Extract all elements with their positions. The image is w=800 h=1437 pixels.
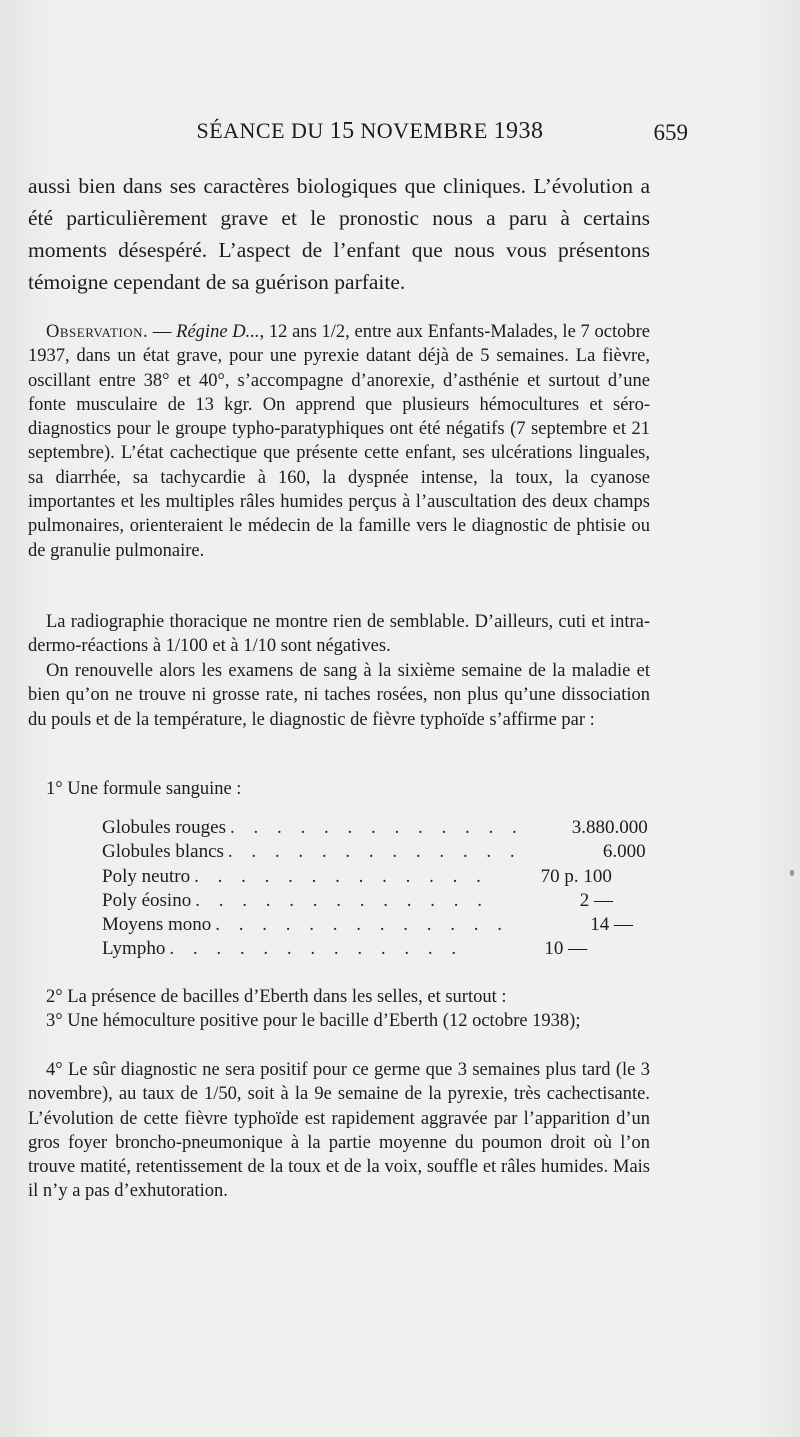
running-header <box>170 118 570 145</box>
item-1-paragraph <box>28 777 650 801</box>
dot-leader: . . . . . . . . . . . . . <box>215 914 509 936</box>
paper-speck <box>790 870 794 876</box>
intro-text: aussi bien dans ses caractères biologiques que cliniques. L’évolution a été particulièrement grave et le pronostic nous a paru à certains moments désespéré. L’aspect de l’enfant que nous vous présentons témoigne cependant de sa guérison parfaite. <box>28 174 650 294</box>
table-row <box>102 865 612 889</box>
table-row <box>102 840 646 864</box>
dot-leader: . . . . . . . . . . . . . <box>169 938 464 960</box>
dot-leader: . . . . . . . . . . . . . <box>195 889 489 911</box>
blood-value: 3.880.000 <box>571 817 648 838</box>
blood-value: 70 p. 100 <box>540 865 612 887</box>
radiography-paragraph <box>28 610 650 659</box>
blood-value: 6.000 <box>602 841 646 863</box>
dot-leader: . . . . . . . . . . . . . <box>230 817 524 838</box>
dot-leader: . . . . . . . . . . . . . <box>227 841 522 863</box>
table-row <box>102 816 648 840</box>
exams-text: On renouvelle alors les examens de sang à la sixième semaine de la maladie et bien qu’on ne trouve ni grosse rate, ni taches rosées, non plus qu’une dissociation du pouls et de la température, le diagnostic de fièvre typhoïde s’affirme par : <box>28 661 650 730</box>
item-2-text: 2° La présence de bacilles d’Eberth dans les selles, et surtout : <box>46 987 507 1007</box>
observation-label: Observation. <box>46 322 149 342</box>
patient-name: Régine D... <box>176 322 260 342</box>
blood-value: 10 — <box>544 938 588 960</box>
blood-value: 2 — <box>579 889 613 911</box>
blood-label: Lympho <box>102 938 166 960</box>
observation-dash: — <box>148 322 177 342</box>
header-day: 15 <box>329 118 355 144</box>
blood-formula-table <box>102 816 648 962</box>
page-number: 659 <box>653 120 688 145</box>
table-row <box>102 937 588 961</box>
blood-label: Poly éosino <box>102 889 192 911</box>
blood-label: Globules blancs <box>102 841 224 863</box>
blood-label: Globules rouges <box>102 817 227 838</box>
item-2-paragraph <box>28 985 650 1009</box>
dot-leader: . . . . . . . . . . . . . <box>194 865 488 887</box>
item-1-text: 1° Une formule sanguine : <box>46 779 242 799</box>
blood-label: Poly neutro <box>102 865 191 887</box>
table-row <box>102 889 613 913</box>
blood-value: 14 — <box>590 914 633 936</box>
radiography-text: La radiographie thoracique ne montre rien de semblable. D’ailleurs, cuti et intra-dermo-réactions à 1/100 et à 1/10 sont négatives. <box>28 612 650 657</box>
table-row <box>102 913 633 937</box>
header-month: NOVEMBRE <box>360 118 488 143</box>
blood-label: Moyens mono <box>102 914 212 936</box>
item-3-paragraph <box>28 1009 650 1033</box>
header-session-label: SÉANCE DU <box>196 118 324 143</box>
item-4-text: 4° Le sûr diagnostic ne sera positif pour ce germe que 3 semaines plus tard (le 3 novembre), au taux de 1/50, soit à la 9e semaine de la pyrexie, très cachectisante. L’évolution de cette fièvre typhoïde est rapidement aggravée par l’apparition d’un gros foyer broncho-pneumonique à la partie moyenne du poumon droit où l’on trouve matité, retentissement de la toux et de la voix, souffle et râles humides. Mais il n’y a pas d’exhutoration. <box>28 1060 650 1202</box>
observation-text: , 12 ans 1/2, entre aux Enfants-Malades, le 7 octobre 1937, dans un état grave, pour une pyrexie datant déjà de 5 semaines. La fièvre, oscillant entre 38° et 40°, s’accompagne d’anorexie, d’asthénie et surtout d’une fonte musculaire de 13 kgr. On apprend que plusieurs hémocultures et séro-diagnostics pour le groupe typho-paratyphiques ont été négatifs (7 septembre et 21 septembre). L’état cachectique que présente cette enfant, ses ulcérations linguales, sa diarrhée, sa tachycardie à 160, la dyspnée intense, la toux, la cyanose importantes et les multiples râles humides perçus à l’auscultation des deux champs pulmonaires, orienteraient le médecin de la famille vers le diagnostic de phtisie ou de granulie pulmonaire. <box>28 322 650 561</box>
exams-paragraph <box>28 659 650 732</box>
item-4-paragraph <box>28 1058 650 1204</box>
observation-paragraph <box>28 320 650 563</box>
item-3-text: 3° Une hémoculture positive pour le bacille d’Eberth (12 octobre 1938); <box>46 1011 581 1031</box>
header-year: 1938 <box>493 118 544 144</box>
intro-paragraph <box>28 170 650 298</box>
